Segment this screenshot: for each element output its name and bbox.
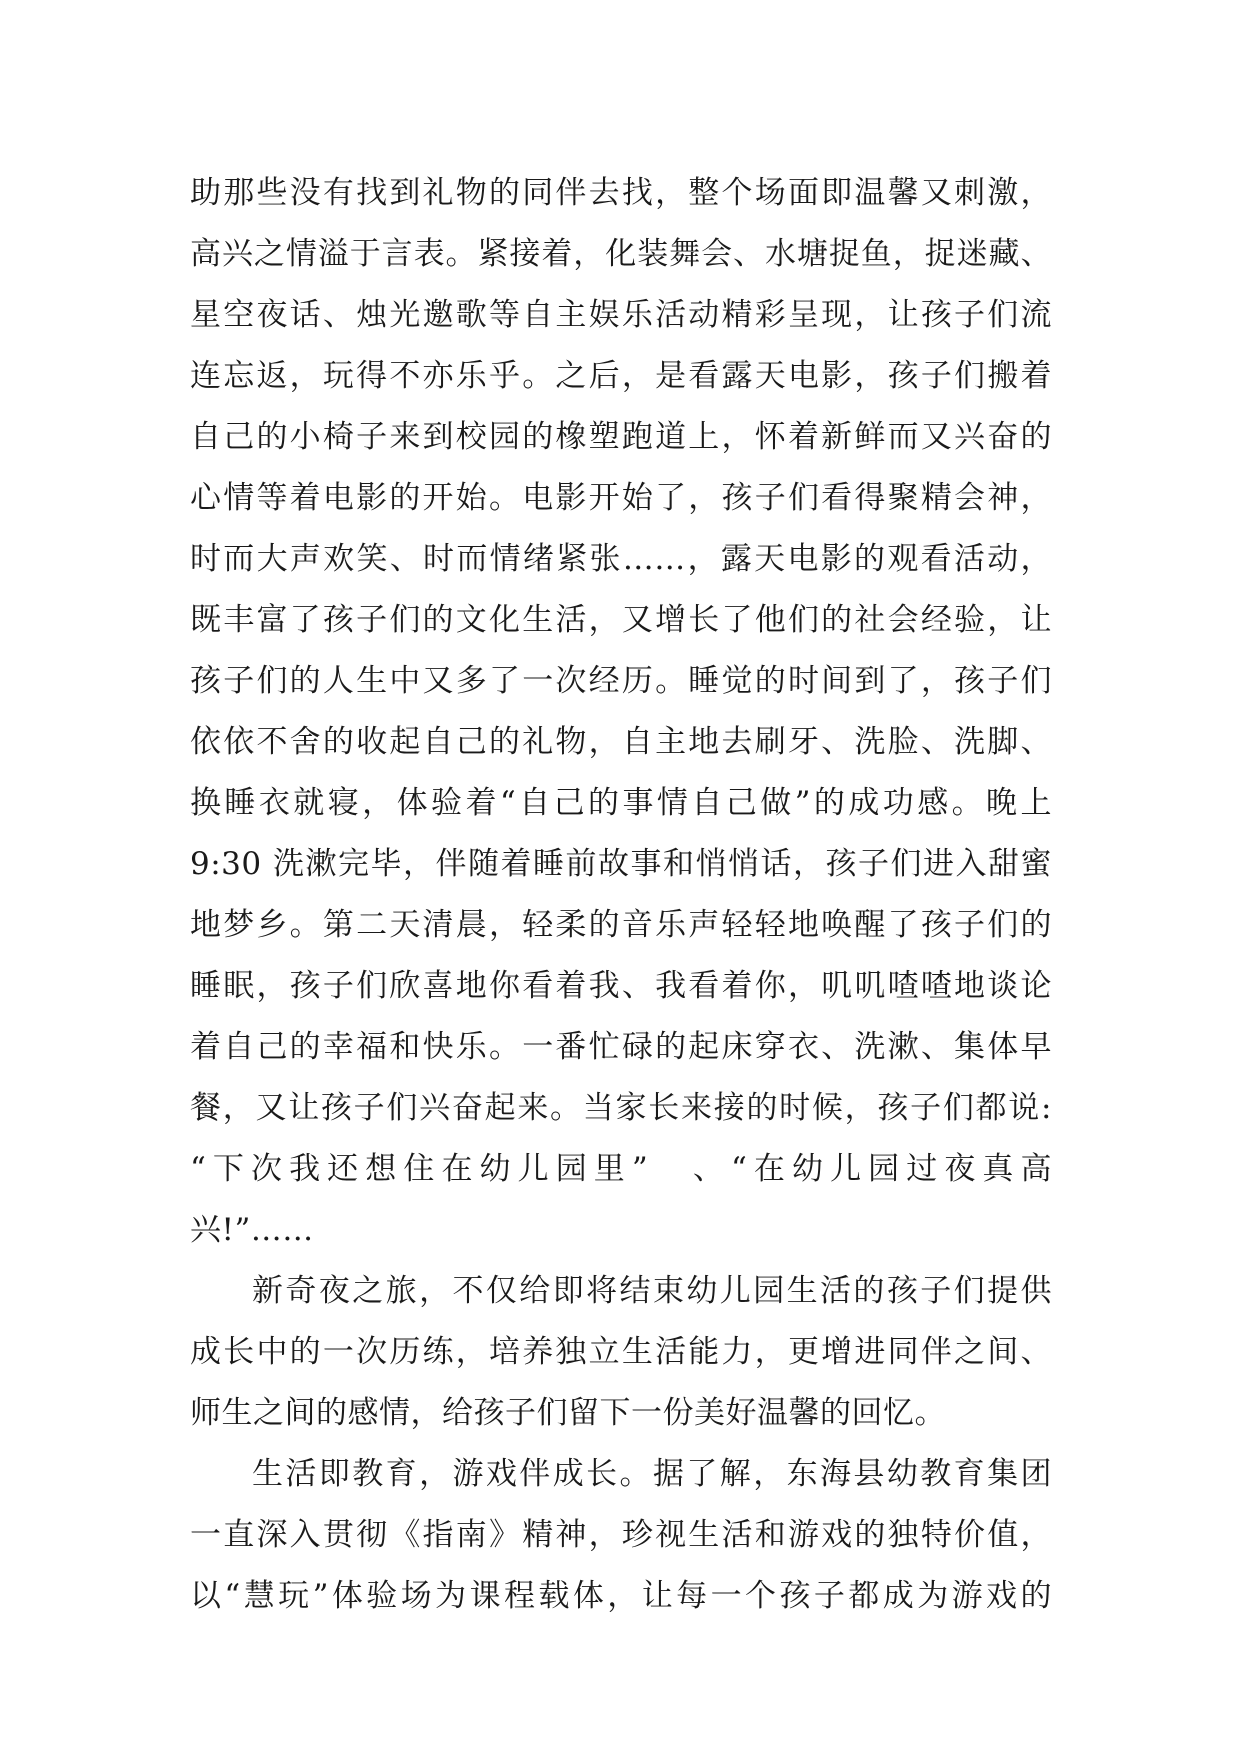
text-line: 师生之间的感情，给孩子们留下一份美好温馨的回忆。 <box>190 1395 946 1431</box>
text-line: 9:30 洗漱完毕，伴随着睡前故事和悄悄话，孩子们进入甜蜜 <box>190 846 1052 882</box>
text-line: 连忘返，玩得不亦乐乎。之后，是看露天电影，孩子们搬着 <box>190 358 1052 394</box>
text-line: “下次我还想住在幼儿园里” 、“在幼儿园过夜真高 <box>190 1151 1052 1187</box>
text-line: 依依不舍的收起自己的礼物，自主地去刷牙、洗脸、洗脚、 <box>190 724 1052 760</box>
text-line: 换睡衣就寝，体验着“自己的事情自己做”的成功感。晚上 <box>190 785 1052 821</box>
text-line: 餐，又让孩子们兴奋起来。当家长来接的时候，孩子们都说: <box>190 1090 1052 1126</box>
document-body <box>190 163 1052 1627</box>
text-line: 时而大声欢笑、时而情绪紧张……，露天电影的观看活动， <box>190 541 1052 577</box>
text-line: 地梦乡。第二天清晨，轻柔的音乐声轻轻地唤醒了孩子们的 <box>190 907 1052 943</box>
text-line: 高兴之情溢于言表。紧接着，化装舞会、水塘捉鱼，捉迷藏、 <box>190 236 1052 272</box>
text-line: 孩子们的人生中又多了一次经历。睡觉的时间到了，孩子们 <box>190 663 1052 699</box>
text-line: 兴!”…… <box>190 1212 314 1248</box>
text-line: 心情等着电影的开始。电影开始了，孩子们看得聚精会神， <box>190 480 1052 516</box>
text-line: 自己的小椅子来到校园的橡塑跑道上，怀着新鲜而又兴奋的 <box>190 419 1052 455</box>
text-line: 新奇夜之旅，不仅给即将结束幼儿园生活的孩子们提供 <box>252 1273 1052 1309</box>
text-line: 以“慧玩”体验场为课程载体，让每一个孩子都成为游戏的 <box>190 1578 1052 1614</box>
text-line: 助那些没有找到礼物的同伴去找，整个场面即温馨又刺激， <box>190 175 1052 211</box>
text-line: 成长中的一次历练，培养独立生活能力，更增进同伴之间、 <box>190 1334 1052 1370</box>
text-line: 着自己的幸福和快乐。一番忙碌的起床穿衣、洗漱、集体早 <box>190 1029 1052 1065</box>
text-line: 星空夜话、烛光邀歌等自主娱乐活动精彩呈现，让孩子们流 <box>190 297 1052 333</box>
text-line: 睡眠，孩子们欣喜地你看着我、我看着你，叽叽喳喳地谈论 <box>190 968 1052 1004</box>
text-line: 一直深入贯彻《指南》精神，珍视生活和游戏的独特价值， <box>190 1517 1052 1553</box>
text-line: 生活即教育，游戏伴成长。据了解，东海县幼教育集团 <box>252 1456 1052 1492</box>
text-line: 既丰富了孩子们的文化生活，又增长了他们的社会经验，让 <box>190 602 1052 638</box>
